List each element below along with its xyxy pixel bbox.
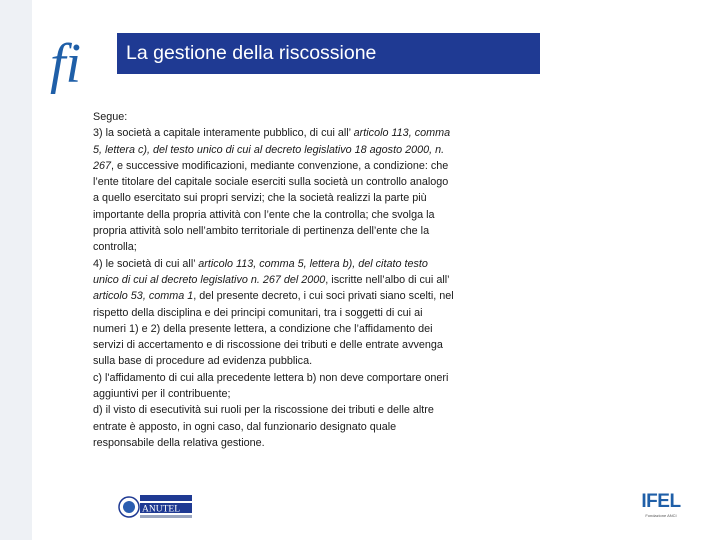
italic-citation: articolo 113, comma 5, lettera b), del citato testo xyxy=(198,257,428,270)
body-line: propria attività solo nell’ambito territoriale di pertinenza dell’ente che la xyxy=(93,225,430,238)
body-line: responsabile della relativa gestione. xyxy=(93,436,265,449)
body-line: articolo 53, comma 1, del presente decreto, i cui soci privati siano scelti, nel xyxy=(93,290,454,303)
page-title: La gestione della riscossione xyxy=(126,42,377,64)
italic-citation: unico di cui al decreto legislativo n. 267 del 2000 xyxy=(93,273,326,286)
ifel-logo-text: IFEL xyxy=(641,491,681,512)
ifel-logo-subtitle: Fondazione ANCI xyxy=(645,513,677,518)
body-line: 267, e successive modificazioni, mediante convenzione, a condizione: che xyxy=(93,159,449,172)
page-title-bar xyxy=(117,33,540,74)
italic-citation: articolo 113, comma xyxy=(353,127,451,140)
italic-citation: 5, lettera c), del testo unico di cui al decreto legislativo 18 agosto 2000, n. xyxy=(93,143,445,156)
body-line: entrate è apposto, in ogni caso, dal funzionario designato quale xyxy=(93,420,397,433)
fi-logo-text: fi xyxy=(50,33,82,95)
body-line: numeri 1) e 2) della presente lettera, a condizione che l’affidamento dei xyxy=(93,322,433,335)
body-line: rispetto della disciplina e dei principi comunitari, tra i soggetti di cui ai xyxy=(93,306,423,319)
ifel-logo xyxy=(636,491,686,523)
italic-citation: articolo 53, comma 1 xyxy=(93,290,194,303)
body-line: 4) le società di cui all’ articolo 113, comma 5, lettera b), del citato testo xyxy=(93,257,428,270)
body-line: unico di cui al decreto legislativo n. 267 del 2000, iscritte nell’albo di cui all’ xyxy=(93,273,450,286)
body-line: sulla base di procedure ad evidenza pubblica. xyxy=(93,355,313,368)
body-line: importante della propria attività con l’ente che la controlla; che svolga la xyxy=(93,208,435,221)
anutel-logo xyxy=(118,492,194,522)
fi-logo xyxy=(46,30,98,100)
body-text xyxy=(93,109,538,451)
anutel-logo-text: ANUTEL xyxy=(142,504,180,515)
body-line: servizi di accertamento e di riscossione dei tributi e delle entrate avvenga xyxy=(93,339,443,352)
italic-citation: 267 xyxy=(93,159,112,172)
body-line: l’ente titolare del capitale sociale eserciti sulla società un controllo analogo xyxy=(93,176,449,189)
body-line: 3) la società a capitale interamente pubblico, di cui all’ articolo 113, comma xyxy=(93,127,451,140)
body-line: Segue: xyxy=(93,111,128,123)
body-line: controlla; xyxy=(93,241,137,254)
body-line: a quello esercitato sui propri servizi; che la società realizzi la parte più xyxy=(93,192,427,205)
body-line: aggiuntivi per il contribuente; xyxy=(93,388,231,401)
body-line: d) il visto di esecutività sui ruoli per la riscossione dei tributi e delle altre xyxy=(93,404,434,417)
body-line xyxy=(93,142,538,158)
body-line: c) l'affidamento di cui alla precedente lettera b) non deve comportare oneri xyxy=(93,371,449,384)
